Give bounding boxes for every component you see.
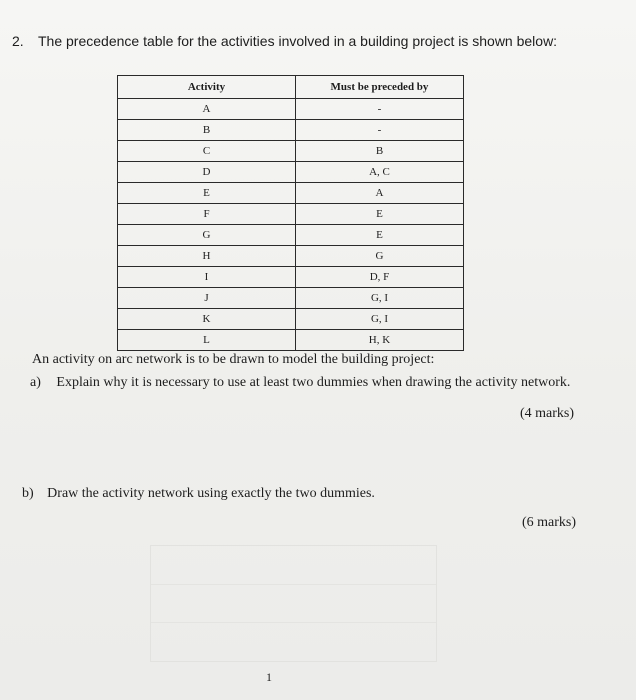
part-b-marks: (6 marks) xyxy=(522,515,577,530)
table-row xyxy=(118,246,464,267)
table-row xyxy=(118,99,464,120)
table-row xyxy=(118,267,464,288)
table-row xyxy=(118,120,464,141)
table-header-row xyxy=(118,76,464,99)
cell-activity: H xyxy=(118,246,296,267)
part-b-label: b) xyxy=(22,486,34,501)
question-number: 2. xyxy=(12,33,24,49)
table-row xyxy=(118,288,464,309)
cell-preceded-by: D, F xyxy=(296,267,464,288)
cell-activity: B xyxy=(118,120,296,141)
table-row xyxy=(118,309,464,330)
precedence-table xyxy=(117,75,464,351)
cell-activity: D xyxy=(118,162,296,183)
cell-activity: A xyxy=(118,99,296,120)
cell-activity: F xyxy=(118,204,296,225)
part-a-marks: (4 marks) xyxy=(520,406,575,421)
cell-activity: E xyxy=(118,183,296,204)
cell-preceded-by: G, I xyxy=(296,288,464,309)
answer-area xyxy=(150,545,437,662)
table-row xyxy=(118,141,464,162)
cell-activity: I xyxy=(118,267,296,288)
table-row xyxy=(118,204,464,225)
part-a-text: Explain why it is necessary to use at least two dummies when drawing the activity network. xyxy=(56,375,571,390)
cell-preceded-by: B xyxy=(296,141,464,162)
table-row xyxy=(118,183,464,204)
cell-activity: L xyxy=(118,330,296,351)
page-number: 1 xyxy=(266,670,272,684)
question-text: The precedence table for the activities involved in a building project is shown below: xyxy=(38,33,558,49)
cell-preceded-by: E xyxy=(296,225,464,246)
cell-preceded-by: A, C xyxy=(296,162,464,183)
cell-preceded-by: H, K xyxy=(296,330,464,351)
cell-activity: K xyxy=(118,309,296,330)
part-b-text: Draw the activity network using exactly the two dummies. xyxy=(47,486,375,501)
cell-preceded-by: A xyxy=(296,183,464,204)
cell-preceded-by: - xyxy=(296,99,464,120)
cell-activity: J xyxy=(118,288,296,309)
part-a-label: a) xyxy=(30,375,41,390)
cell-preceded-by: E xyxy=(296,204,464,225)
intro-text: An activity on arc network is to be drawn to model the building project: xyxy=(32,352,435,367)
header-preceded-by: Must be preceded by xyxy=(296,76,464,99)
header-activity: Activity xyxy=(118,76,296,99)
part-b xyxy=(22,486,375,502)
cell-activity: G xyxy=(118,225,296,246)
cell-preceded-by: G xyxy=(296,246,464,267)
part-a xyxy=(30,375,570,391)
cell-preceded-by: - xyxy=(296,120,464,141)
table-body xyxy=(118,99,464,351)
table-row xyxy=(118,330,464,351)
table-row xyxy=(118,162,464,183)
cell-activity: C xyxy=(118,141,296,162)
table-row xyxy=(118,225,464,246)
cell-preceded-by: G, I xyxy=(296,309,464,330)
